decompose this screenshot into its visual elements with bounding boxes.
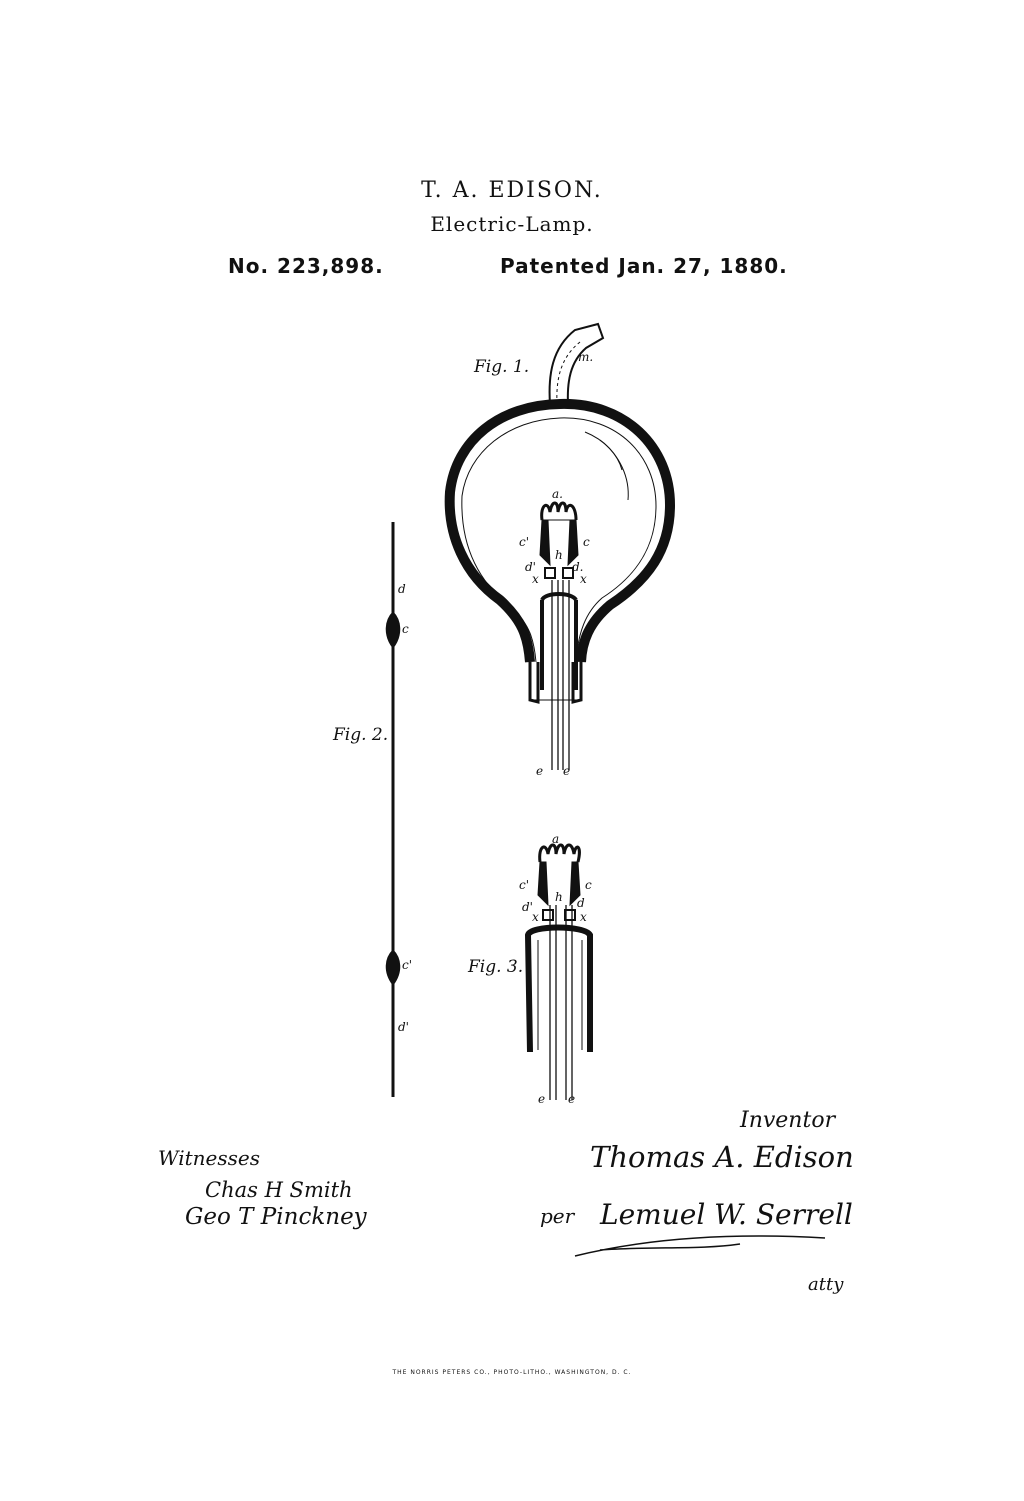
fig1-leading-wires	[552, 580, 569, 770]
fig2-part-d-prime: d'	[398, 1020, 409, 1034]
fig1-carbon-filament	[542, 503, 576, 520]
fig2-clamp-lower	[386, 950, 400, 985]
fig3-part-e-right: e	[568, 1092, 576, 1106]
fig1-part-a: a.	[552, 487, 563, 501]
fig1-part-h: h	[555, 548, 563, 562]
fig1-part-c: c	[583, 535, 590, 549]
attorney-flourish	[575, 1236, 825, 1256]
fig1-part-d: d.	[572, 560, 584, 574]
fig1-part-e-left: e	[536, 764, 544, 778]
attorney-abbrev: atty	[808, 1274, 844, 1295]
fig3-part-h: h	[555, 890, 563, 904]
inventor-heading: Inventor	[740, 1108, 836, 1133]
patent-date: Patented Jan. 27, 1880.	[500, 254, 788, 278]
inventor-name: T. A. EDISON.	[421, 178, 603, 203]
fig1-label: Fig. 1.	[474, 357, 530, 377]
fig3-outer-sleeve	[528, 928, 590, 1053]
fig3-part-d: d	[577, 896, 585, 910]
patent-number: No. 223,898.	[228, 254, 384, 278]
fig1-bulb-neck	[530, 662, 581, 702]
fig2-label: Fig. 2.	[333, 725, 389, 745]
fig2-part-d: d	[398, 582, 406, 596]
attorney-signature: Lemuel W. Serrell	[600, 1198, 853, 1231]
invention-title: Electric-Lamp.	[430, 212, 594, 236]
fig1-part-x-right: x	[580, 572, 587, 586]
fig3-part-a: a	[552, 832, 560, 846]
fig1-exhaust-tube	[550, 324, 603, 404]
fig2-part-c-prime: c'	[402, 958, 413, 972]
fig3-lamp-drawing	[528, 845, 590, 1100]
fig1-lamp-drawing	[450, 324, 670, 770]
fig2-clamp-upper	[386, 612, 400, 648]
fig3-part-c: c	[585, 878, 592, 892]
fig2-filament-drawing	[386, 522, 400, 1097]
fig1-part-m: m.	[578, 350, 594, 364]
lithographer-imprint: THE NORRIS PETERS CO., PHOTO-LITHO., WASHINGTON, D. C.	[392, 1369, 632, 1376]
fig3-part-x-right: x	[580, 910, 587, 924]
witness-signature-2: Geo T Pinckney	[185, 1204, 367, 1230]
fig3-part-c-prime: c'	[519, 878, 530, 892]
fig3-part-x-left: x	[532, 910, 539, 924]
fig3-label: Fig. 3.	[468, 957, 524, 977]
fig3-part-e-left: e	[538, 1092, 546, 1106]
fig3-part-d-prime: d'	[522, 900, 533, 914]
fig1-part-x-left: x	[532, 572, 539, 586]
witness-signature-1: Chas H Smith	[205, 1178, 353, 1202]
fig3-leading-wires	[550, 905, 572, 1100]
fig1-bulb-globe	[450, 404, 670, 662]
fig1-part-e-right: e	[563, 764, 571, 778]
fig3-carbon-filament	[540, 845, 580, 862]
fig1-part-c-prime: c'	[519, 535, 530, 549]
inventor-signature: Thomas A. Edison	[590, 1140, 854, 1174]
witnesses-heading: Witnesses	[158, 1146, 260, 1170]
fig1-part-d-prime: d'	[525, 560, 536, 574]
fig2-part-c: c	[402, 622, 409, 636]
attorney-prefix: per	[540, 1204, 575, 1228]
